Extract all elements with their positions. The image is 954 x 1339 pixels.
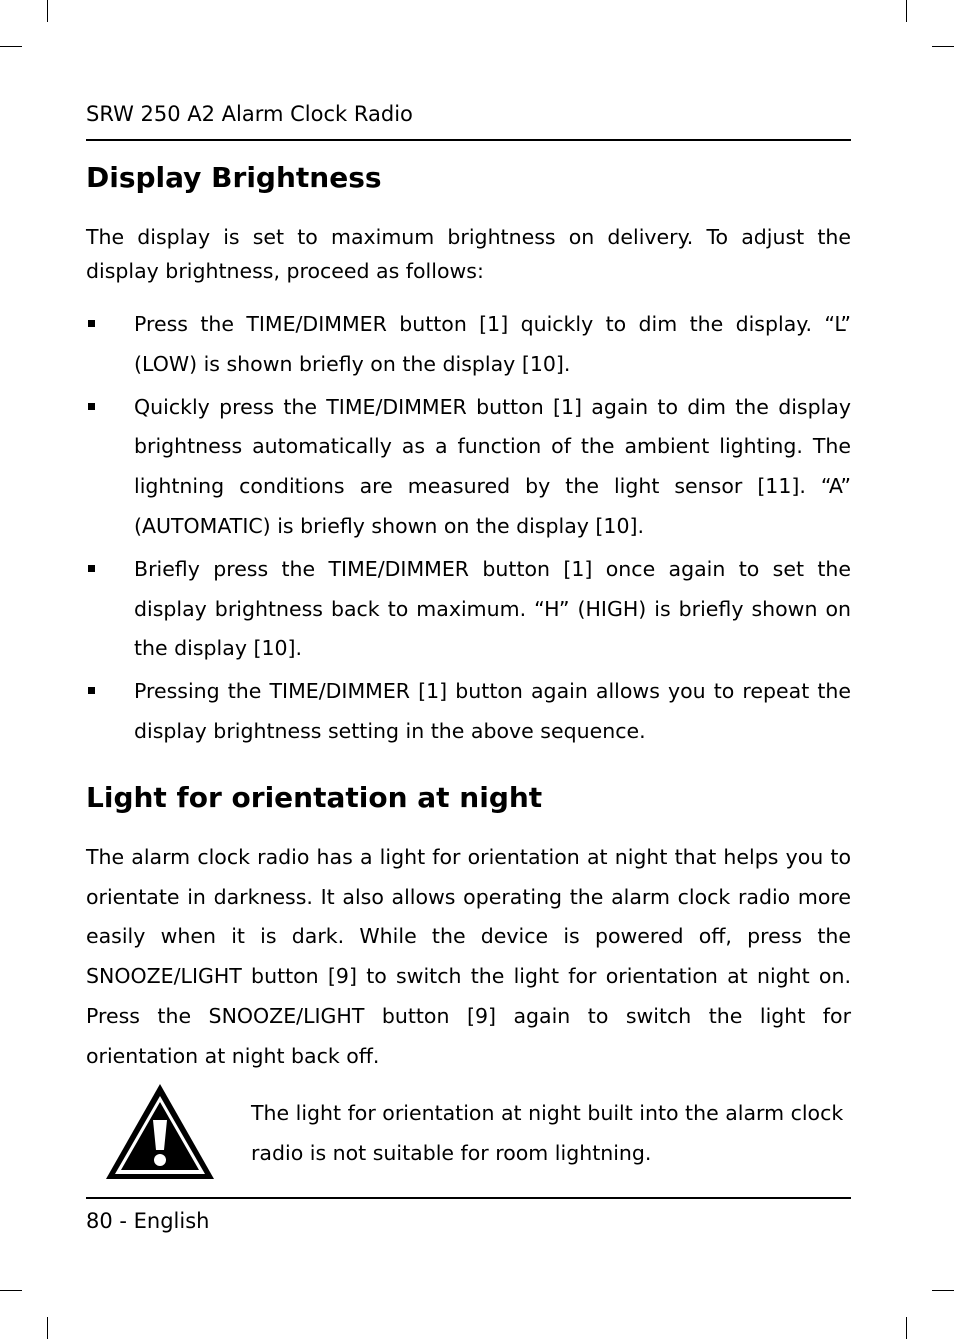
running-header: SRW 250 A2 Alarm Clock Radio <box>86 102 413 126</box>
night-light-body: The alarm clock radio has a light for orientation at night that helps you to orientate in darkness. It also allows operating the alarm clock radio more easily when it is dark. While the device is powered off, press the SNOOZE/LIGHT button [9] to switch the light for orientation at night on. Press the SNOOZE/LIGHT button [9] again to switch the light for orientation at night back off. <box>86 845 851 1068</box>
list-item <box>86 305 851 385</box>
bullet-icon <box>88 320 95 327</box>
crop-mark <box>906 1317 907 1339</box>
warning-triangle-icon <box>104 1082 216 1182</box>
display-brightness-intro: The display is set to maximum brightness on delivery. To adjust the display brightness, proceed as follows: <box>86 225 851 283</box>
crop-mark <box>0 46 22 47</box>
bullet-icon <box>88 403 95 410</box>
header-rule <box>86 139 851 141</box>
section-heading-night-light: Light for orientation at night <box>86 781 543 814</box>
list-item-text: Pressing the TIME/DIMMER [1] button again allows you to repeat the display brightness setting in the above sequence. <box>134 679 851 743</box>
warning-note: The light for orientation at night built into the alarm clock radio is not suitable for room lightning. <box>251 1101 844 1165</box>
crop-mark <box>47 1317 48 1339</box>
crop-mark <box>0 1290 22 1291</box>
list-item-text: Press the TIME/DIMMER button [1] quickly to dim the display. “L” (LOW) is shown briefly on the display [10]. <box>134 312 851 376</box>
page-number: 80 - English <box>86 1209 210 1233</box>
crop-mark <box>47 0 48 22</box>
list-item-text: Quickly press the TIME/DIMMER button [1] again to dim the display brightness automatically as a function of the ambient lighting. The lightning conditions are measured by the light sensor [11]. “A” (AUTOMATIC) is briefly shown on the display [10]. <box>134 394 851 538</box>
list-item <box>86 388 851 547</box>
bullet-icon <box>88 565 95 572</box>
footer-rule <box>86 1197 851 1199</box>
crop-mark <box>932 46 954 47</box>
bullet-icon <box>88 687 95 694</box>
section-heading-display-brightness: Display Brightness <box>86 161 382 194</box>
display-brightness-steps <box>86 305 851 755</box>
list-item <box>86 672 851 752</box>
crop-mark <box>932 1290 954 1291</box>
list-item <box>86 550 851 669</box>
crop-mark <box>906 0 907 22</box>
list-item-text: Briefly press the TIME/DIMMER button [1] once again to set the display brightness back to maximum. “H” (HIGH) is briefly shown on the display [10]. <box>134 556 851 661</box>
